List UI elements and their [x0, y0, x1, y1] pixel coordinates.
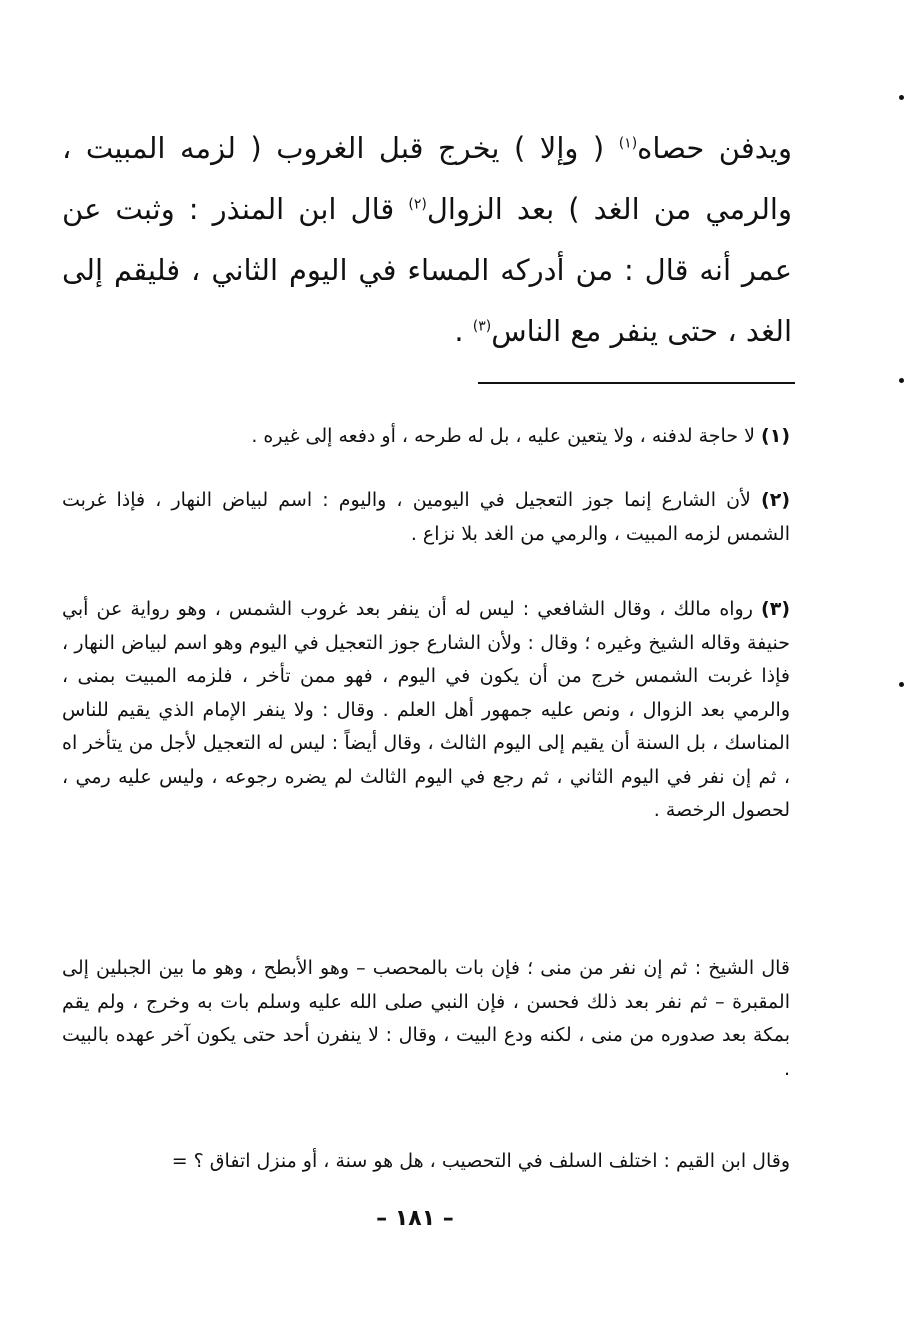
footnote-2-number: (٢) — [761, 489, 790, 511]
main-text-part-c: قال ابن المنذر : وثبت عن عمر أنه قال : من أدركه المساء في اليوم الثاني ، فليقم إلى الغد ، حتى ينفر مع الناس — [62, 192, 792, 348]
footnote-1-number: (١) — [761, 425, 790, 447]
footnote-3-continuation-2 — [62, 1145, 790, 1179]
footnote-ref-3: (٣) — [472, 318, 492, 335]
footnote-1 — [62, 420, 790, 454]
footnote-ref-2: (٢) — [408, 196, 427, 213]
margin-dot — [899, 95, 904, 100]
footnote-3-text: رواه مالك ، وقال الشافعي : ليس له أن ينفر بعد غروب الشمس ، وهو رواية عن أبي حنيفة وقاله الشيخ وغيره ؛ وقال : ولأن الشارع جوز التعجيل في اليوم وهو اسم لبياض النهار ، فإذا غربت الشمس خرج من أن يكون في اليوم ، فهو ممن تأخر ، فلزمه المبيت بمنى ، والرمي بعد الزوال ، ونص عليه جمهور أهل العلم . وقال : ولا ينفر الإمام الذي يقيم للناس المناسك ، بل السنة أن يقيم إلى اليوم الثالث ، وقال أيضاً : ليس له التعجيل لأجل من يتأخر اه ، ثم إن نفر في اليوم الثاني ، ثم رجع في اليوم الثالث لم يضره رجوعه ، وليس عليه رمي ، لحصول الرخصة . — [62, 598, 790, 821]
main-text-part-b: ( وإلا ) يخرج قبل الغروب ( لزمه المبيت ، والرمي من الغد ) بعد الزوال — [62, 131, 792, 226]
main-text-part-d: . — [454, 314, 464, 348]
margin-dot — [899, 378, 904, 383]
footnote-3-number: (٣) — [761, 598, 790, 620]
footnote-ref-1: (١) — [618, 135, 638, 152]
footnote-2 — [62, 484, 790, 551]
main-text — [62, 118, 792, 362]
footnote-3-continuation-2-text: وقال ابن القيم : اختلف السلف في التحصيب ، هل هو سنة ، أو منزل اتفاق ؟ = — [171, 1150, 790, 1172]
footnote-separator — [478, 382, 795, 384]
page-number: – ١٨١ – — [376, 1206, 454, 1231]
main-text-part-a: ويدفن حصاه — [637, 131, 793, 165]
footnote-3-continuation-1 — [62, 952, 790, 1086]
footnote-1-text: لا حاجة لدفنه ، ولا يتعين عليه ، بل له طرحه ، أو دفعه إلى غيره . — [251, 425, 755, 447]
footnote-3-continuation-1-text: قال الشيخ : ثم إن نفر من منى ؛ فإن بات بالمحصب – وهو الأبطح ، وهو ما بين الجبلين إلى المقبرة – ثم نفر بعد ذلك فحسن ، فإن النبي صلى الله عليه وسلم بات به وخرج ، ولم يقم بمكة بعد صدوره من منى ، لكنه ودع البيت ، وقال : لا ينفرن أحد حتى يكون آخر عهده بالبيت . — [62, 957, 790, 1080]
margin-dot — [899, 682, 904, 687]
footnote-3 — [62, 593, 790, 828]
footnote-2-text: لأن الشارع إنما جوز التعجيل في اليومين ، واليوم : اسم لبياض النهار ، فإذا غربت الشمس لزمه المبيت ، والرمي من الغد بلا نزاع . — [62, 489, 790, 545]
